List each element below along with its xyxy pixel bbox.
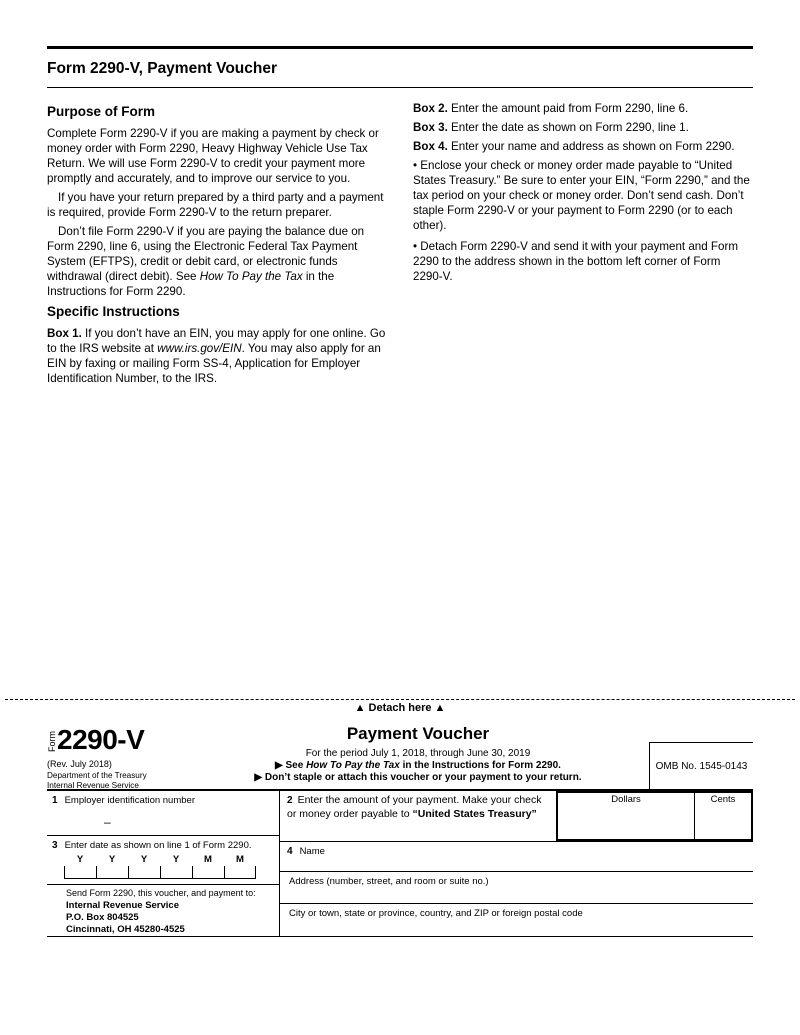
specific-instructions-heading: Specific Instructions bbox=[47, 304, 180, 320]
purpose-paragraph-1: Complete Form 2290-V if you are making a payment by check or money order with Form 2290, Heavy Highway Vehicle Use Tax Return. We will use Form 2290-V to credit your payment more promptly and accurately, and to improve our service to you. bbox=[47, 126, 379, 185]
name-label: Name bbox=[299, 846, 325, 857]
page-title: Form 2290-V, Payment Voucher bbox=[47, 60, 278, 77]
city-label: City or town, state or province, country, and ZIP or foreign postal code bbox=[289, 908, 583, 919]
internal-revenue-service: Internal Revenue Service bbox=[47, 780, 139, 790]
date-comb-year-2[interactable] bbox=[96, 854, 128, 879]
ein-label: Employer identification number bbox=[64, 795, 195, 806]
comb-letter: Y bbox=[172, 854, 180, 865]
payee-name: “United States Treasury” bbox=[412, 807, 537, 820]
date-comb-month-2[interactable] bbox=[224, 854, 256, 879]
revision-date: (Rev. July 2018) bbox=[47, 759, 112, 769]
title-rule bbox=[47, 87, 753, 88]
box4-text: Enter your name and address as shown on Form 2290. bbox=[447, 140, 735, 154]
purpose-p3-tail: in the Instructions for Form 2290. bbox=[47, 270, 335, 299]
field-4-number: 4 bbox=[287, 846, 293, 857]
date-slot[interactable] bbox=[224, 866, 256, 879]
cents-label: Cents bbox=[710, 794, 736, 805]
payment-instruction bbox=[280, 791, 556, 841]
amount-dollars-field[interactable] bbox=[558, 793, 695, 839]
voucher-title: Payment Voucher bbox=[346, 724, 490, 743]
box1-tail: . You may also apply for an EIN by faxing or mailing Form SS-4, Application for Employer Identification Number, to the IRS. bbox=[47, 341, 381, 385]
detach-here-label: ▲ Detach here ▲ bbox=[354, 702, 446, 714]
voucher-fields-table bbox=[47, 791, 753, 937]
date-comb-month-1[interactable] bbox=[192, 854, 224, 879]
bullet-detach-send: • Detach Form 2290-V and send it with your payment and Form 2290 to the address shown in the bottom left corner of Form 2290-V. bbox=[413, 239, 738, 283]
date-comb-year-3[interactable] bbox=[128, 854, 160, 879]
box1-text: If you don’t have an EIN, you may apply for one online. Go to the IRS website at bbox=[47, 326, 386, 355]
date-slot[interactable] bbox=[128, 866, 160, 879]
date-slot[interactable] bbox=[64, 866, 96, 879]
box4-label: Box 4. bbox=[413, 140, 448, 154]
voucher-left-column bbox=[47, 791, 280, 936]
comb-letter: M bbox=[236, 854, 244, 865]
comb-letter: Y bbox=[108, 854, 116, 865]
voucher-period: For the period July 1, 2018, through June 30, 2019 bbox=[305, 748, 531, 759]
voucher-header bbox=[47, 721, 753, 791]
box2-text: Enter the amount paid from Form 2290, line 6. bbox=[447, 102, 689, 115]
ein-hyphen: – bbox=[104, 815, 111, 829]
see-note-italic: How To Pay the Tax bbox=[306, 760, 400, 771]
payment-voucher bbox=[47, 721, 753, 937]
see-note-post: in the Instructions for Form 2290. bbox=[399, 760, 561, 771]
amount-cents-field[interactable] bbox=[695, 793, 751, 839]
see-how-to-pay-note bbox=[187, 760, 649, 771]
field-3-number: 3 bbox=[52, 840, 58, 851]
box3-paragraph bbox=[413, 120, 753, 135]
box3-label: Box 3. bbox=[413, 121, 448, 135]
date-slot[interactable] bbox=[160, 866, 192, 879]
dollars-label: Dollars bbox=[611, 794, 641, 805]
date-slot[interactable] bbox=[96, 866, 128, 879]
box1-label: Box 1. bbox=[47, 326, 82, 340]
instructions-columns bbox=[47, 101, 753, 390]
box3-text: Enter the date as shown on Form 2290, line 1. bbox=[447, 121, 689, 135]
voucher-section bbox=[0, 699, 800, 937]
date-comb-year-1[interactable] bbox=[64, 854, 96, 879]
voucher-form-id-block bbox=[47, 721, 187, 789]
field-2-number: 2 bbox=[287, 795, 293, 806]
voucher-right-column bbox=[280, 791, 753, 936]
send-to-line-1: Internal Revenue Service bbox=[66, 900, 179, 911]
address-field[interactable] bbox=[280, 871, 753, 903]
see-note-pre: ▶ See bbox=[275, 760, 307, 771]
instructions-right-column bbox=[413, 101, 753, 390]
ein-field[interactable] bbox=[47, 791, 279, 836]
purpose-heading: Purpose of Form bbox=[47, 104, 156, 119]
box1-italic: www.irs.gov/EIN bbox=[157, 341, 242, 355]
date-comb-year-4[interactable] bbox=[160, 854, 192, 879]
purpose-p3-text: Don’t file Form 2290-V if you are paying the balance due on Form 2290, line 6, using the Electronic Federal Tax Payment System (EFTPS), credit or debit card, or electronic funds withdrawal (direct debit). See bbox=[47, 224, 365, 284]
purpose-paragraph-2: If you have your return prepared by a third party and a payment is required, provide Form 2290-V to the return preparer. bbox=[47, 190, 384, 219]
date-field-cell bbox=[47, 836, 279, 936]
payment-amount-cell bbox=[280, 791, 753, 841]
comb-letter: Y bbox=[76, 854, 84, 865]
dont-staple-note: ▶ Don’t staple or attach this voucher or your payment to your return. bbox=[254, 772, 582, 783]
bullet-enclose-check: • Enclose your check or money order made payable to “United States Treasury.” Be sure to enter your EIN, “Form 2290,” and the tax period on your check or money order. Don’t send cash. Don’t staple Form 2290-V or your payment to Form 2290 (or to each other). bbox=[413, 159, 750, 233]
comb-letter: M bbox=[204, 854, 212, 865]
send-to-label: Send Form 2290, this voucher, and payment to: bbox=[66, 888, 256, 898]
purpose-paragraph-3 bbox=[47, 224, 387, 299]
send-to-block bbox=[47, 884, 279, 936]
date-label: Enter date as shown on line 1 of Form 2290. bbox=[64, 840, 252, 851]
top-rule bbox=[47, 46, 753, 49]
address-label: Address (number, street, and room or suite no.) bbox=[289, 876, 489, 887]
voucher-title-block bbox=[187, 721, 649, 789]
form-word-vertical: Form bbox=[47, 731, 57, 752]
date-comb bbox=[64, 854, 275, 879]
box1-paragraph bbox=[47, 326, 387, 386]
send-to-address bbox=[66, 900, 279, 936]
department-lines bbox=[47, 771, 187, 791]
name-field[interactable] bbox=[280, 841, 753, 871]
field-1-number: 1 bbox=[52, 795, 58, 806]
box2-paragraph bbox=[413, 101, 753, 116]
ein-entry-area[interactable] bbox=[104, 815, 275, 829]
payment-instruction-text: Enter the amount of your payment. Make your check or money order payable to bbox=[287, 794, 542, 820]
box4-paragraph bbox=[413, 139, 753, 154]
send-to-line-2: P.O. Box 804525 bbox=[66, 911, 139, 923]
form-number: 2290-V bbox=[57, 724, 145, 755]
city-field[interactable] bbox=[280, 903, 753, 936]
omb-number-box: OMB No. 1545-0143 bbox=[649, 742, 753, 789]
date-slot[interactable] bbox=[192, 866, 224, 879]
box2-label: Box 2. bbox=[413, 102, 448, 115]
send-to-line-3: Cincinnati, OH 45280-4525 bbox=[66, 923, 185, 935]
purpose-p3-italic: How To Pay the Tax bbox=[199, 270, 303, 284]
department-of-treasury: Department of the Treasury bbox=[47, 771, 147, 780]
instructions-left-column bbox=[47, 101, 387, 390]
amount-entry-box bbox=[556, 791, 753, 841]
comb-letter: Y bbox=[140, 854, 148, 865]
